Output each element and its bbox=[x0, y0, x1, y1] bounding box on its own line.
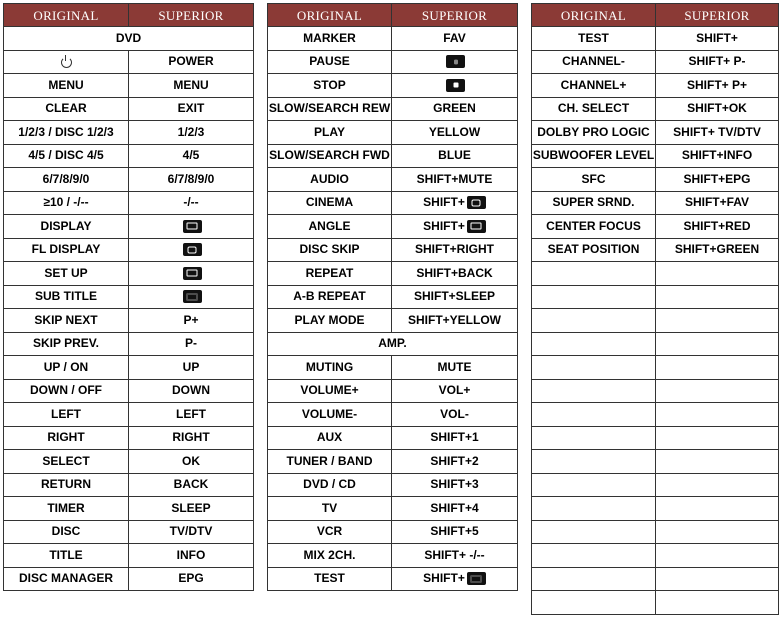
superior-label: POWER bbox=[168, 54, 214, 69]
empty-cell bbox=[656, 497, 779, 521]
section-row bbox=[268, 332, 518, 356]
superior-cell bbox=[392, 238, 518, 262]
empty-cell bbox=[532, 473, 656, 497]
table-row bbox=[268, 520, 518, 544]
empty-cell bbox=[656, 309, 779, 333]
empty-cell bbox=[532, 332, 656, 356]
table-row bbox=[268, 285, 518, 309]
superior-cell bbox=[129, 168, 254, 192]
original-cell: FL DISPLAY bbox=[4, 238, 129, 262]
empty-row bbox=[532, 426, 779, 450]
original-cell: CENTER FOCUS bbox=[532, 215, 656, 239]
empty-cell bbox=[656, 356, 779, 380]
original-cell: ≥10 / -/-- bbox=[4, 191, 129, 215]
table-row bbox=[4, 473, 254, 497]
empty-row bbox=[532, 473, 779, 497]
table-row bbox=[268, 97, 518, 121]
empty-cell bbox=[532, 403, 656, 427]
table-row bbox=[268, 403, 518, 427]
empty-row bbox=[532, 567, 779, 591]
superior-cell bbox=[392, 262, 518, 286]
superior-cell bbox=[129, 144, 254, 168]
original-cell: VOLUME- bbox=[268, 403, 392, 427]
table-row bbox=[4, 285, 254, 309]
original-cell: DISPLAY bbox=[4, 215, 129, 239]
empty-row bbox=[532, 379, 779, 403]
superior-cell bbox=[129, 285, 254, 309]
superior-header: SUPERIOR bbox=[392, 4, 518, 27]
table-row bbox=[4, 238, 254, 262]
superior-label: INFO bbox=[176, 547, 206, 562]
superior-cell bbox=[656, 191, 779, 215]
superior-label: MENU bbox=[173, 77, 209, 92]
superior-label: 6/7/8/9/0 bbox=[167, 171, 215, 186]
table-row bbox=[268, 450, 518, 474]
table-row bbox=[532, 121, 779, 145]
table-row bbox=[4, 121, 254, 145]
superior-cell bbox=[392, 74, 518, 98]
empty-cell bbox=[532, 567, 656, 591]
empty-row bbox=[532, 403, 779, 427]
superior-cell bbox=[392, 497, 518, 521]
empty-cell bbox=[656, 379, 779, 403]
empty-cell bbox=[656, 591, 779, 615]
superior-cell bbox=[129, 426, 254, 450]
superior-label: YELLOW bbox=[428, 124, 481, 139]
original-cell: AUDIO bbox=[268, 168, 392, 192]
empty-cell bbox=[656, 262, 779, 286]
table-row bbox=[532, 74, 779, 98]
original-cell: SLOW/SEARCH FWD bbox=[268, 144, 392, 168]
original-cell: CHANNEL- bbox=[532, 50, 656, 74]
superior-label: SHIFT+1 bbox=[430, 430, 479, 445]
original-cell: MIX 2CH. bbox=[268, 544, 392, 568]
superior-label: VOL+ bbox=[438, 383, 471, 398]
empty-row bbox=[532, 544, 779, 568]
empty-row bbox=[532, 356, 779, 380]
original-header: ORIGINAL bbox=[268, 4, 392, 27]
superior-cell bbox=[129, 356, 254, 380]
table-row bbox=[4, 215, 254, 239]
superior-cell bbox=[129, 50, 254, 74]
table-row bbox=[532, 97, 779, 121]
superior-label: SHIFT+OK bbox=[687, 101, 747, 116]
superior-cell bbox=[392, 403, 518, 427]
superior-label: UP bbox=[182, 359, 200, 374]
original-cell: SELECT bbox=[4, 450, 129, 474]
superior-label: SLEEP bbox=[171, 500, 211, 515]
subtitle-button-icon bbox=[467, 572, 486, 585]
original-cell: UP / ON bbox=[4, 356, 129, 380]
original-cell: TIMER bbox=[4, 497, 129, 521]
table-row bbox=[268, 473, 518, 497]
table-row bbox=[268, 27, 518, 51]
table-row bbox=[268, 50, 518, 74]
superior-cell bbox=[656, 27, 779, 51]
superior-cell bbox=[129, 262, 254, 286]
superior-label: SHIFT+3 bbox=[430, 477, 479, 492]
original-cell: PAUSE bbox=[268, 50, 392, 74]
superior-label: SHIFT+FAV bbox=[684, 195, 750, 210]
superior-label: SHIFT+YELLOW bbox=[408, 312, 501, 327]
table-row bbox=[4, 309, 254, 333]
superior-cell bbox=[129, 309, 254, 333]
superior-cell bbox=[392, 97, 518, 121]
superior-label: SHIFT+ P+ bbox=[686, 77, 748, 92]
table-row bbox=[268, 567, 518, 591]
table-row bbox=[4, 50, 254, 74]
superior-cell bbox=[129, 215, 254, 239]
setup-button-icon bbox=[183, 267, 202, 280]
superior-label: SHIFT+4 bbox=[430, 500, 479, 515]
superior-cell bbox=[392, 450, 518, 474]
superior-cell bbox=[129, 403, 254, 427]
original-cell: MENU bbox=[4, 74, 129, 98]
empty-row bbox=[532, 450, 779, 474]
empty-cell bbox=[532, 309, 656, 333]
superior-cell bbox=[392, 520, 518, 544]
original-cell: RETURN bbox=[4, 473, 129, 497]
table-row bbox=[4, 262, 254, 286]
table-row bbox=[532, 168, 779, 192]
original-cell: CINEMA bbox=[268, 191, 392, 215]
superior-header: SUPERIOR bbox=[129, 4, 254, 27]
original-cell: TEST bbox=[268, 567, 392, 591]
original-header: ORIGINAL bbox=[532, 4, 656, 27]
superior-label: SHIFT+ bbox=[423, 195, 465, 210]
superior-cell bbox=[129, 191, 254, 215]
empty-cell bbox=[532, 356, 656, 380]
original-cell: CH. SELECT bbox=[532, 97, 656, 121]
original-cell: PLAY bbox=[268, 121, 392, 145]
circle-button-icon bbox=[183, 243, 202, 256]
empty-cell bbox=[656, 332, 779, 356]
table-row bbox=[268, 215, 518, 239]
superior-cell bbox=[392, 567, 518, 591]
original-cell: SUPER SRND. bbox=[532, 191, 656, 215]
original-cell: SKIP PREV. bbox=[4, 332, 129, 356]
table-row bbox=[268, 238, 518, 262]
superior-cell bbox=[129, 473, 254, 497]
table-row bbox=[268, 497, 518, 521]
empty-cell bbox=[532, 450, 656, 474]
original-cell: RIGHT bbox=[4, 426, 129, 450]
superior-label: -/-- bbox=[183, 195, 199, 210]
superior-cell bbox=[656, 168, 779, 192]
superior-label: SHIFT+ bbox=[696, 30, 738, 45]
table-row bbox=[268, 121, 518, 145]
original-cell bbox=[4, 50, 129, 74]
original-cell: TEST bbox=[532, 27, 656, 51]
empty-cell bbox=[656, 403, 779, 427]
dvd-code-table bbox=[3, 3, 254, 591]
empty-row bbox=[532, 309, 779, 333]
table-row bbox=[532, 215, 779, 239]
superior-cell bbox=[129, 544, 254, 568]
table-row bbox=[4, 520, 254, 544]
superior-label: LEFT bbox=[176, 406, 206, 421]
superior-cell bbox=[129, 74, 254, 98]
original-cell: STOP bbox=[268, 74, 392, 98]
superior-label: SHIFT+ P- bbox=[688, 54, 746, 69]
superior-label: SHIFT+MUTE bbox=[416, 171, 493, 186]
superior-label: TV/DTV bbox=[169, 524, 213, 539]
original-cell: TITLE bbox=[4, 544, 129, 568]
pause-button-icon bbox=[446, 55, 465, 68]
power-icon bbox=[61, 57, 72, 68]
superior-label: 4/5 bbox=[182, 148, 200, 163]
table-row bbox=[268, 544, 518, 568]
empty-cell bbox=[656, 473, 779, 497]
superior-cell bbox=[129, 97, 254, 121]
empty-row bbox=[532, 497, 779, 521]
superior-cell bbox=[392, 168, 518, 192]
superior-cell bbox=[392, 50, 518, 74]
superior-cell bbox=[656, 144, 779, 168]
table-row bbox=[532, 191, 779, 215]
superior-cell bbox=[656, 97, 779, 121]
superior-cell bbox=[392, 121, 518, 145]
table-row bbox=[268, 356, 518, 380]
original-cell: VCR bbox=[268, 520, 392, 544]
empty-cell bbox=[656, 567, 779, 591]
superior-label: SHIFT+BACK bbox=[416, 265, 493, 280]
superior-label: BLUE bbox=[438, 148, 471, 163]
table-row bbox=[4, 379, 254, 403]
superior-cell bbox=[392, 191, 518, 215]
superior-label: BACK bbox=[173, 477, 209, 492]
superior-cell bbox=[129, 567, 254, 591]
original-cell: SKIP NEXT bbox=[4, 309, 129, 333]
superior-label: FAV bbox=[443, 30, 466, 45]
original-cell: SLOW/SEARCH REW bbox=[268, 97, 392, 121]
superior-cell bbox=[392, 426, 518, 450]
empty-cell bbox=[532, 262, 656, 286]
superior-label: 1/2/3 bbox=[177, 124, 205, 139]
empty-cell bbox=[656, 450, 779, 474]
superior-label: SHIFT+RIGHT bbox=[414, 242, 494, 257]
empty-row bbox=[532, 332, 779, 356]
empty-cell bbox=[656, 520, 779, 544]
original-cell: 1/2/3 / DISC 1/2/3 bbox=[4, 121, 129, 145]
original-cell: PLAY MODE bbox=[268, 309, 392, 333]
table-row bbox=[4, 497, 254, 521]
superior-cell bbox=[129, 379, 254, 403]
extra-code-table bbox=[531, 3, 779, 615]
section-title-amp: AMP. bbox=[268, 332, 518, 356]
subtitle-button-icon bbox=[183, 290, 202, 303]
original-cell: SET UP bbox=[4, 262, 129, 286]
superior-cell bbox=[392, 27, 518, 51]
superior-label: EXIT bbox=[177, 101, 205, 116]
original-cell: DOWN / OFF bbox=[4, 379, 129, 403]
original-cell: CHANNEL+ bbox=[532, 74, 656, 98]
table-row bbox=[268, 168, 518, 192]
superior-cell bbox=[392, 215, 518, 239]
original-cell: DISC MANAGER bbox=[4, 567, 129, 591]
original-cell: A-B REPEAT bbox=[268, 285, 392, 309]
superior-cell bbox=[392, 309, 518, 333]
superior-cell bbox=[656, 238, 779, 262]
empty-cell bbox=[532, 379, 656, 403]
superior-label: OK bbox=[182, 453, 200, 468]
original-cell: MUTING bbox=[268, 356, 392, 380]
original-cell: SEAT POSITION bbox=[532, 238, 656, 262]
table-row bbox=[532, 50, 779, 74]
empty-cell bbox=[532, 520, 656, 544]
original-cell: REPEAT bbox=[268, 262, 392, 286]
empty-row bbox=[532, 285, 779, 309]
superior-label: P- bbox=[185, 336, 197, 351]
superior-label: VOL- bbox=[440, 406, 469, 421]
table-row bbox=[268, 262, 518, 286]
original-cell: 4/5 / DISC 4/5 bbox=[4, 144, 129, 168]
empty-cell bbox=[532, 285, 656, 309]
empty-row bbox=[532, 520, 779, 544]
table-row bbox=[4, 144, 254, 168]
superior-cell bbox=[656, 74, 779, 98]
superior-label: SHIFT+SLEEP bbox=[413, 289, 496, 304]
table-row bbox=[268, 309, 518, 333]
original-cell: MARKER bbox=[268, 27, 392, 51]
table-row bbox=[268, 426, 518, 450]
superior-label: SHIFT+RED bbox=[683, 218, 751, 233]
table-row bbox=[4, 356, 254, 380]
superior-label: SHIFT+INFO bbox=[681, 148, 753, 163]
superior-cell bbox=[129, 520, 254, 544]
superior-label: SHIFT+5 bbox=[430, 524, 479, 539]
superior-label: SHIFT+ bbox=[423, 218, 465, 233]
original-cell: TUNER / BAND bbox=[268, 450, 392, 474]
empty-cell bbox=[656, 285, 779, 309]
superior-cell bbox=[129, 450, 254, 474]
screen-button-icon bbox=[183, 220, 202, 233]
table-row bbox=[4, 332, 254, 356]
superior-cell bbox=[656, 50, 779, 74]
superior-cell bbox=[392, 356, 518, 380]
superior-header: SUPERIOR bbox=[656, 4, 779, 27]
superior-cell bbox=[392, 544, 518, 568]
empty-cell bbox=[532, 497, 656, 521]
superior-label: MUTE bbox=[437, 359, 472, 374]
superior-cell bbox=[392, 285, 518, 309]
superior-label: SHIFT+ bbox=[423, 571, 465, 586]
circle-button-icon bbox=[467, 196, 486, 209]
original-cell: AUX bbox=[268, 426, 392, 450]
original-cell: ANGLE bbox=[268, 215, 392, 239]
superior-label: RIGHT bbox=[172, 430, 210, 445]
table-row bbox=[4, 168, 254, 192]
table-row bbox=[4, 191, 254, 215]
table-row bbox=[268, 379, 518, 403]
original-cell: SUB TITLE bbox=[4, 285, 129, 309]
superior-cell bbox=[129, 332, 254, 356]
superior-label: P+ bbox=[183, 312, 199, 327]
table-row bbox=[532, 238, 779, 262]
table-row bbox=[268, 191, 518, 215]
superior-cell bbox=[392, 473, 518, 497]
original-cell: 6/7/8/9/0 bbox=[4, 168, 129, 192]
table-row bbox=[268, 144, 518, 168]
empty-cell bbox=[532, 426, 656, 450]
superior-cell bbox=[129, 497, 254, 521]
original-cell: SUBWOOFER LEVEL bbox=[532, 144, 656, 168]
empty-cell bbox=[532, 591, 656, 615]
table-row bbox=[268, 74, 518, 98]
superior-label: SHIFT+GREEN bbox=[674, 242, 760, 257]
original-cell: SFC bbox=[532, 168, 656, 192]
table-row bbox=[532, 144, 779, 168]
superior-label: SHIFT+ -/-- bbox=[424, 547, 485, 562]
superior-label: SHIFT+2 bbox=[430, 453, 479, 468]
empty-row bbox=[532, 262, 779, 286]
original-cell: DISC SKIP bbox=[268, 238, 392, 262]
superior-cell bbox=[129, 121, 254, 145]
original-cell: DOLBY PRO LOGIC bbox=[532, 121, 656, 145]
amp-code-table bbox=[267, 3, 518, 591]
superior-label: EPG bbox=[178, 571, 204, 586]
superior-label: GREEN bbox=[433, 101, 476, 116]
superior-cell bbox=[392, 379, 518, 403]
superior-cell bbox=[392, 144, 518, 168]
superior-label: SHIFT+ TV/DTV bbox=[673, 124, 761, 139]
empty-row bbox=[532, 591, 779, 615]
empty-cell bbox=[532, 544, 656, 568]
table-row bbox=[532, 27, 779, 51]
table-row bbox=[4, 544, 254, 568]
setup-button-icon bbox=[467, 220, 486, 233]
superior-label: SHIFT+EPG bbox=[683, 171, 751, 186]
original-cell: CLEAR bbox=[4, 97, 129, 121]
table-row bbox=[4, 97, 254, 121]
section-title-dvd: DVD bbox=[4, 27, 254, 51]
stop-button-icon bbox=[446, 79, 465, 92]
table-row bbox=[4, 567, 254, 591]
superior-cell bbox=[129, 238, 254, 262]
original-cell: LEFT bbox=[4, 403, 129, 427]
original-cell: DISC bbox=[4, 520, 129, 544]
original-cell: DVD / CD bbox=[268, 473, 392, 497]
original-cell: TV bbox=[268, 497, 392, 521]
superior-label: DOWN bbox=[172, 383, 210, 398]
table-row bbox=[4, 450, 254, 474]
superior-cell bbox=[656, 215, 779, 239]
original-header: ORIGINAL bbox=[4, 4, 129, 27]
table-row bbox=[4, 403, 254, 427]
empty-cell bbox=[656, 544, 779, 568]
table-row bbox=[4, 426, 254, 450]
superior-cell bbox=[656, 121, 779, 145]
table-row bbox=[4, 74, 254, 98]
empty-cell bbox=[656, 426, 779, 450]
original-cell: VOLUME+ bbox=[268, 379, 392, 403]
